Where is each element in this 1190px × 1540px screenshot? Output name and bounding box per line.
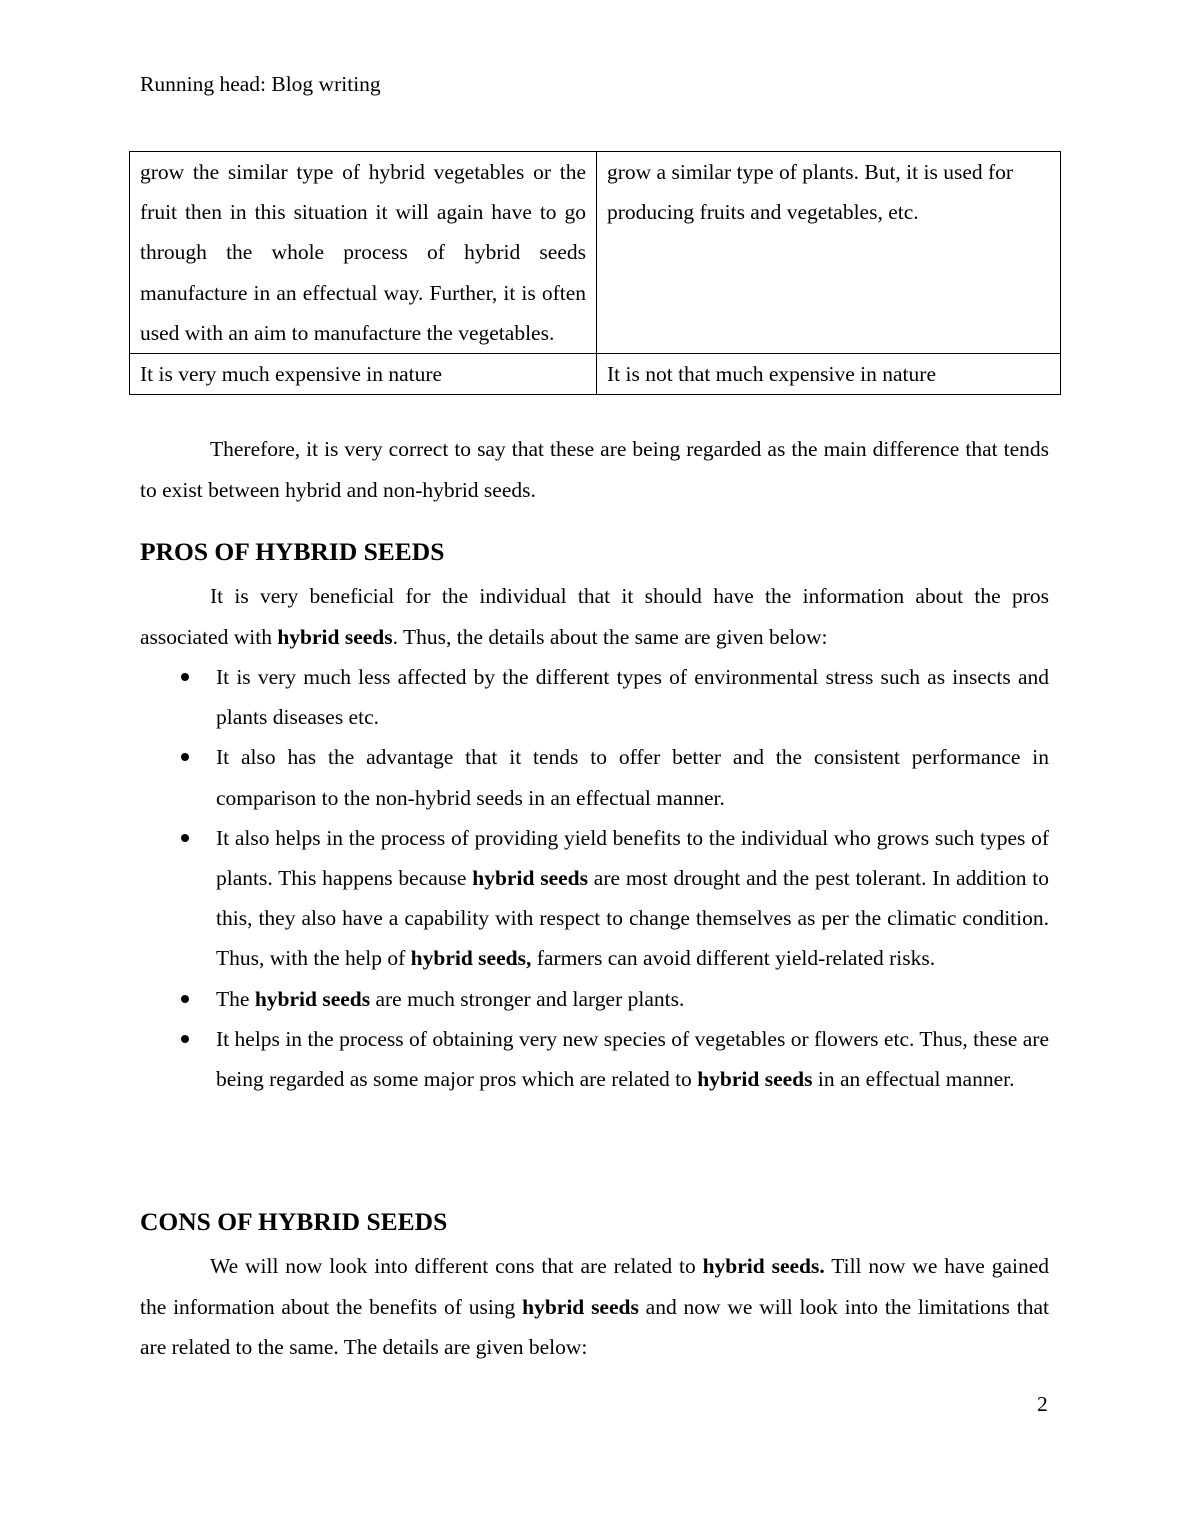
conclusion-paragraph: Therefore, it is very correct to say that these are being regarded as the main difference that tends to exist between hybrid and non-hybrid seeds. <box>140 437 1049 502</box>
table-cell: grow the similar type of hybrid vegetables or the fruit then in this situation it will again have to go through the whole process of hybrid seeds manufacture in an effectual way. Further, it is often used with an aim to manufacture the vegetables. <box>130 152 597 354</box>
table-cell: It is not that much expensive in nature <box>597 354 1061 395</box>
bullet-icon <box>181 995 189 1003</box>
running-head: Running head: Blog writing <box>140 72 381 96</box>
cons-intro-paragraph: We will now look into different cons that are related to hybrid seeds. Till now we have gained the information about the benefits of using hybrid seeds and now we will look into the limitations that are related to the same. The details are given below: <box>140 1254 1050 1359</box>
bullet-icon <box>181 834 189 842</box>
list-item: It also helps in the process of providing yield benefits to the individual who grows such types of plants. This happens because hybrid seeds are most drought and the pest tolerant. In addition to this, they also have a capability with respect to change themselves as per the climatic condition. Thus, with the help of hybrid seeds, farmers can avoid different yield-related risks. <box>140 818 1049 979</box>
list-item: It is very much less affected by the different types of environmental stress such as insects and plants diseases etc. <box>140 657 1049 737</box>
list-item: It also has the advantage that it tends to offer better and the consistent performance in comparison to the non-hybrid seeds in an effectual manner. <box>140 737 1049 817</box>
pros-intro-paragraph: It is very beneficial for the individual that it should have the information about the pros associated with hybrid seeds. Thus, the details about the same are given below: <box>140 584 1049 649</box>
pros-heading: PROS OF HYBRID SEEDS <box>140 537 445 566</box>
cons-heading: CONS OF HYBRID SEEDS <box>140 1207 448 1236</box>
pros-list <box>140 657 1049 1099</box>
comparison-table <box>129 151 1061 395</box>
table-cell: It is very much expensive in nature <box>130 354 597 395</box>
list-item: The hybrid seeds are much stronger and larger plants. <box>140 979 1049 1019</box>
table-row <box>130 152 1061 354</box>
bullet-icon <box>181 673 189 681</box>
table-cell: grow a similar type of plants. But, it is used for producing fruits and vegetables, etc. <box>597 152 1061 354</box>
page-number: 2 <box>1037 1392 1048 1416</box>
table-row <box>130 354 1061 395</box>
bullet-icon <box>181 1035 189 1043</box>
bullet-icon <box>181 753 189 761</box>
list-item: It helps in the process of obtaining very new species of vegetables or flowers etc. Thus, these are being regarded as some major pros which are related to hybrid seeds in an effectual manner. <box>140 1019 1049 1099</box>
